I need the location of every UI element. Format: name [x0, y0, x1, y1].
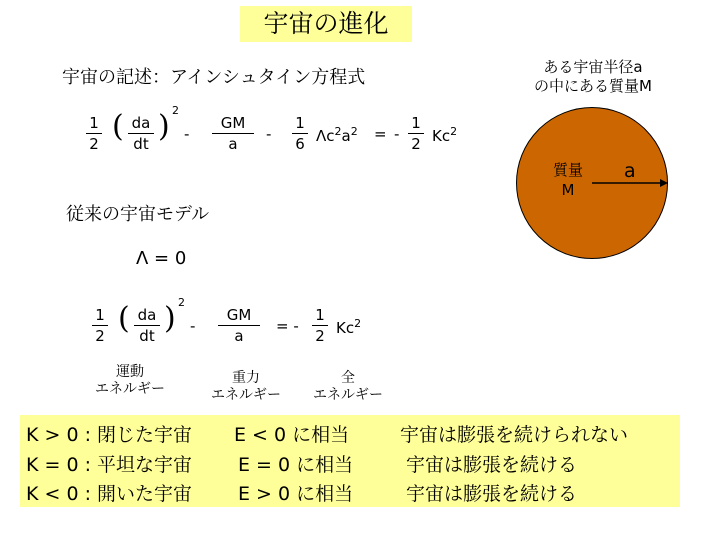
left-paren: (	[118, 301, 130, 336]
section-heading-einstein: 宇宙の記述：アインシュタイン方程式	[62, 67, 366, 88]
fraction-rhs: 1 2	[408, 114, 424, 153]
left-paren: (	[112, 109, 124, 144]
condition-result-flat: 宇宙は膨張を続ける	[406, 454, 578, 476]
minus-sign: -	[184, 125, 190, 143]
radius-label: a	[624, 160, 636, 182]
equals-minus: = -	[276, 317, 299, 335]
fraction-sixth: 1 6	[292, 114, 308, 153]
fraction-gm-a: GM a	[218, 306, 260, 345]
lambda-zero: Λ = 0	[136, 248, 187, 269]
condition-result-open: 宇宙は膨張を続ける	[406, 483, 578, 505]
kc2-term: Kc$^2$	[336, 317, 362, 337]
section-heading-conventional: 従来の宇宙モデル	[66, 204, 210, 225]
right-paren: )	[164, 301, 176, 336]
equals-sign: =	[374, 125, 387, 143]
fraction-da-dt: da dt	[128, 114, 154, 153]
total-energy-label: 全 エネルギー	[313, 370, 383, 403]
conditions-box	[20, 415, 680, 507]
kc2-term: Kc$^2$	[432, 125, 458, 145]
right-paren: )	[158, 109, 170, 144]
diagram-caption: ある宇宙半径a の中にある質量M	[534, 58, 652, 95]
gravity-energy-label: 重力 エネルギー	[211, 370, 281, 403]
condition-row-open: K < 0 : 開いた宇宙	[26, 483, 193, 505]
condition-row-closed: K > 0 : 閉じた宇宙	[26, 424, 193, 446]
condition-energy-flat: E = 0 に相当	[238, 454, 354, 476]
minus-sign: -	[190, 317, 196, 335]
fraction-half: 1 2	[86, 114, 102, 153]
minus-sign: -	[394, 125, 400, 143]
fraction-da-dt: da dt	[134, 306, 160, 345]
kinetic-energy-label: 運動 エネルギー	[95, 364, 165, 397]
minus-sign: -	[266, 125, 272, 143]
page-title: 宇宙の進化	[240, 6, 412, 42]
condition-result-closed: 宇宙は膨張を続けられない	[400, 424, 629, 446]
fraction-half: 1 2	[92, 306, 108, 345]
condition-energy-closed: E < 0 に相当	[234, 424, 350, 446]
power-exponent: 2	[178, 296, 185, 309]
mass-label: 質量 M	[552, 161, 583, 199]
lambda-term: $\Lambda c^2a^2$	[316, 125, 358, 145]
condition-row-flat: K = 0 : 平坦な宇宙	[26, 454, 193, 476]
power-exponent: 2	[172, 104, 179, 117]
fraction-rhs: 1 2	[312, 306, 328, 345]
condition-energy-open: E > 0 に相当	[238, 483, 354, 505]
fraction-gm-a: GM a	[212, 114, 254, 153]
